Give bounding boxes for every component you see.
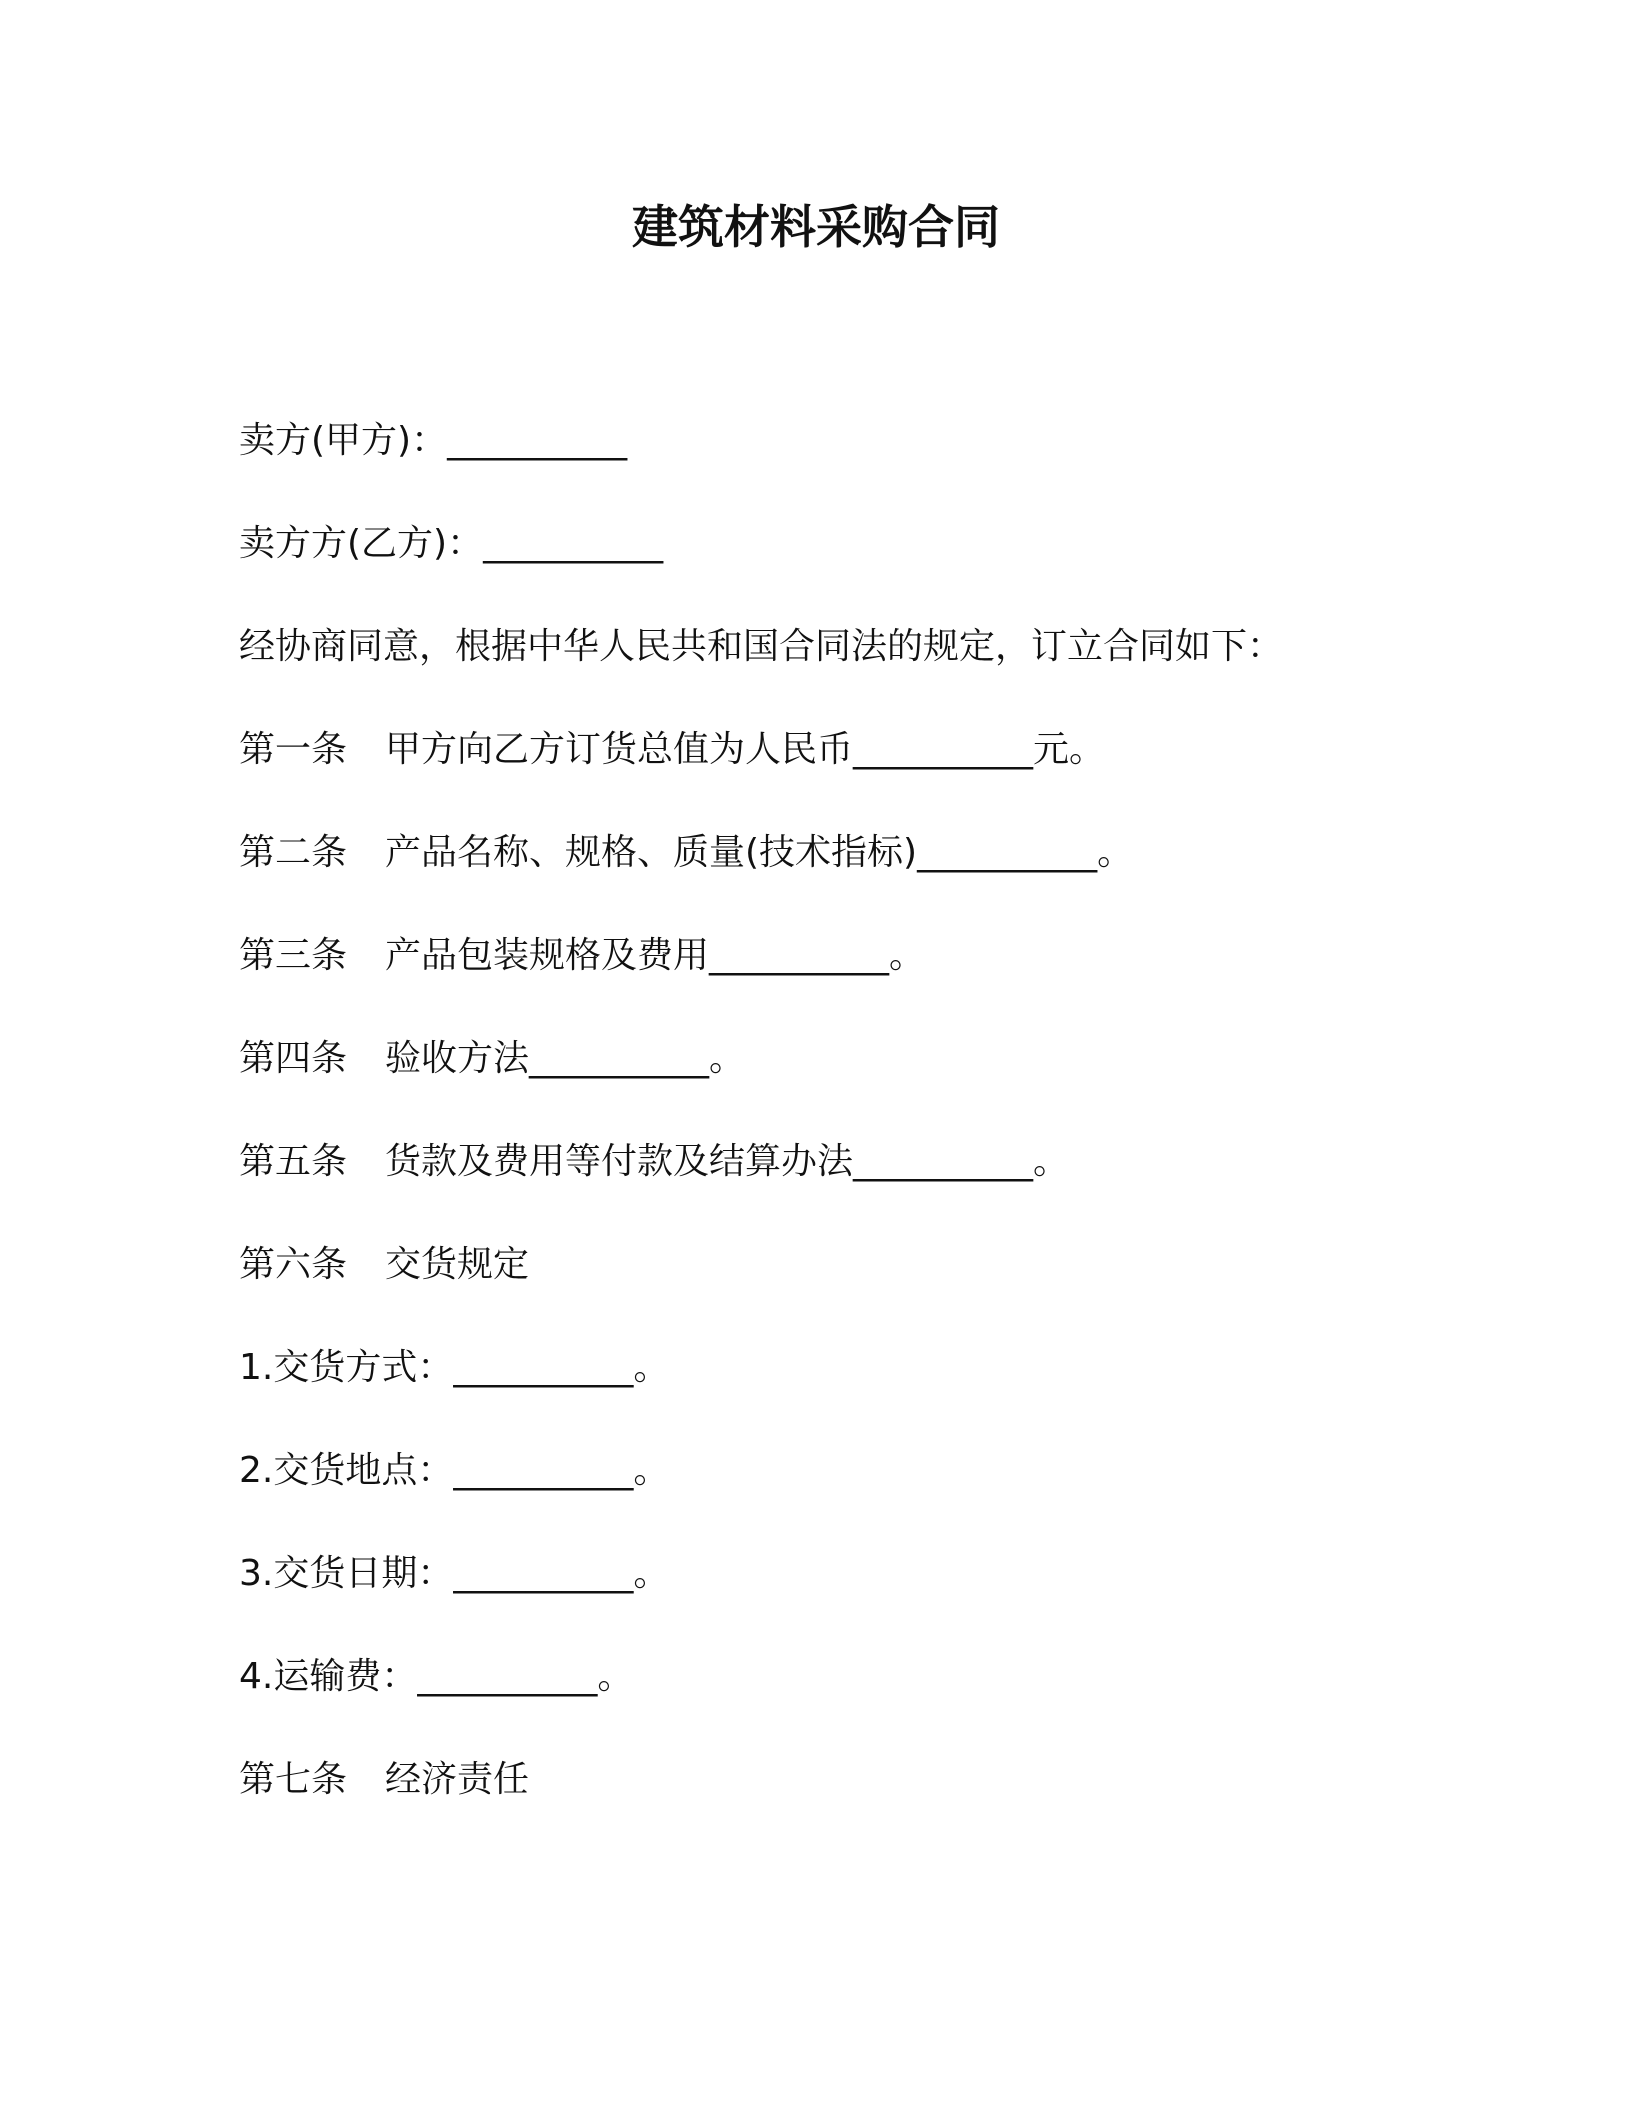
article-label: 第一条 — [239, 729, 348, 770]
delivery-item-1: 1.交货方式：__________。 — [239, 1347, 670, 1388]
article-5 — [239, 1132, 1069, 1192]
article-label: 第五条 — [239, 1141, 348, 1182]
article-text: 交货规定 — [385, 1244, 530, 1285]
article-label: 第七条 — [239, 1759, 348, 1800]
article-label: 第三条 — [239, 935, 348, 976]
document-title: 建筑材料采购合同 — [632, 200, 1000, 254]
article-6 — [239, 1235, 529, 1295]
preamble: 经协商同意，根据中华人民共和国合同法的规定，订立合同如下： — [239, 626, 1284, 667]
article-1 — [239, 720, 1105, 780]
delivery-item-4: 4.运输费：__________。 — [239, 1656, 634, 1697]
article-2 — [239, 823, 1133, 883]
article-4 — [239, 1029, 745, 1089]
article-label: 第二条 — [239, 832, 348, 873]
article-text: 验收方法__________。 — [385, 1038, 746, 1079]
delivery-item-3: 3.交货日期：__________。 — [239, 1553, 670, 1594]
article-text: 货款及费用等付款及结算办法__________。 — [385, 1141, 1070, 1182]
party-b-line: 卖方方(乙方)：__________ — [239, 523, 664, 564]
party-a-line: 卖方(甲方)：__________ — [239, 420, 628, 461]
article-label: 第六条 — [239, 1244, 348, 1285]
article-text: 甲方向乙方订货总值为人民币__________元。 — [385, 729, 1106, 770]
delivery-item-2: 2.交货地点：__________。 — [239, 1450, 670, 1491]
article-label: 第四条 — [239, 1038, 348, 1079]
article-7 — [239, 1750, 529, 1810]
article-text: 产品包装规格及费用__________。 — [385, 935, 926, 976]
article-text: 经济责任 — [385, 1759, 530, 1800]
article-3 — [239, 926, 925, 986]
article-text: 产品名称、规格、质量(技术指标)__________。 — [385, 832, 1134, 873]
